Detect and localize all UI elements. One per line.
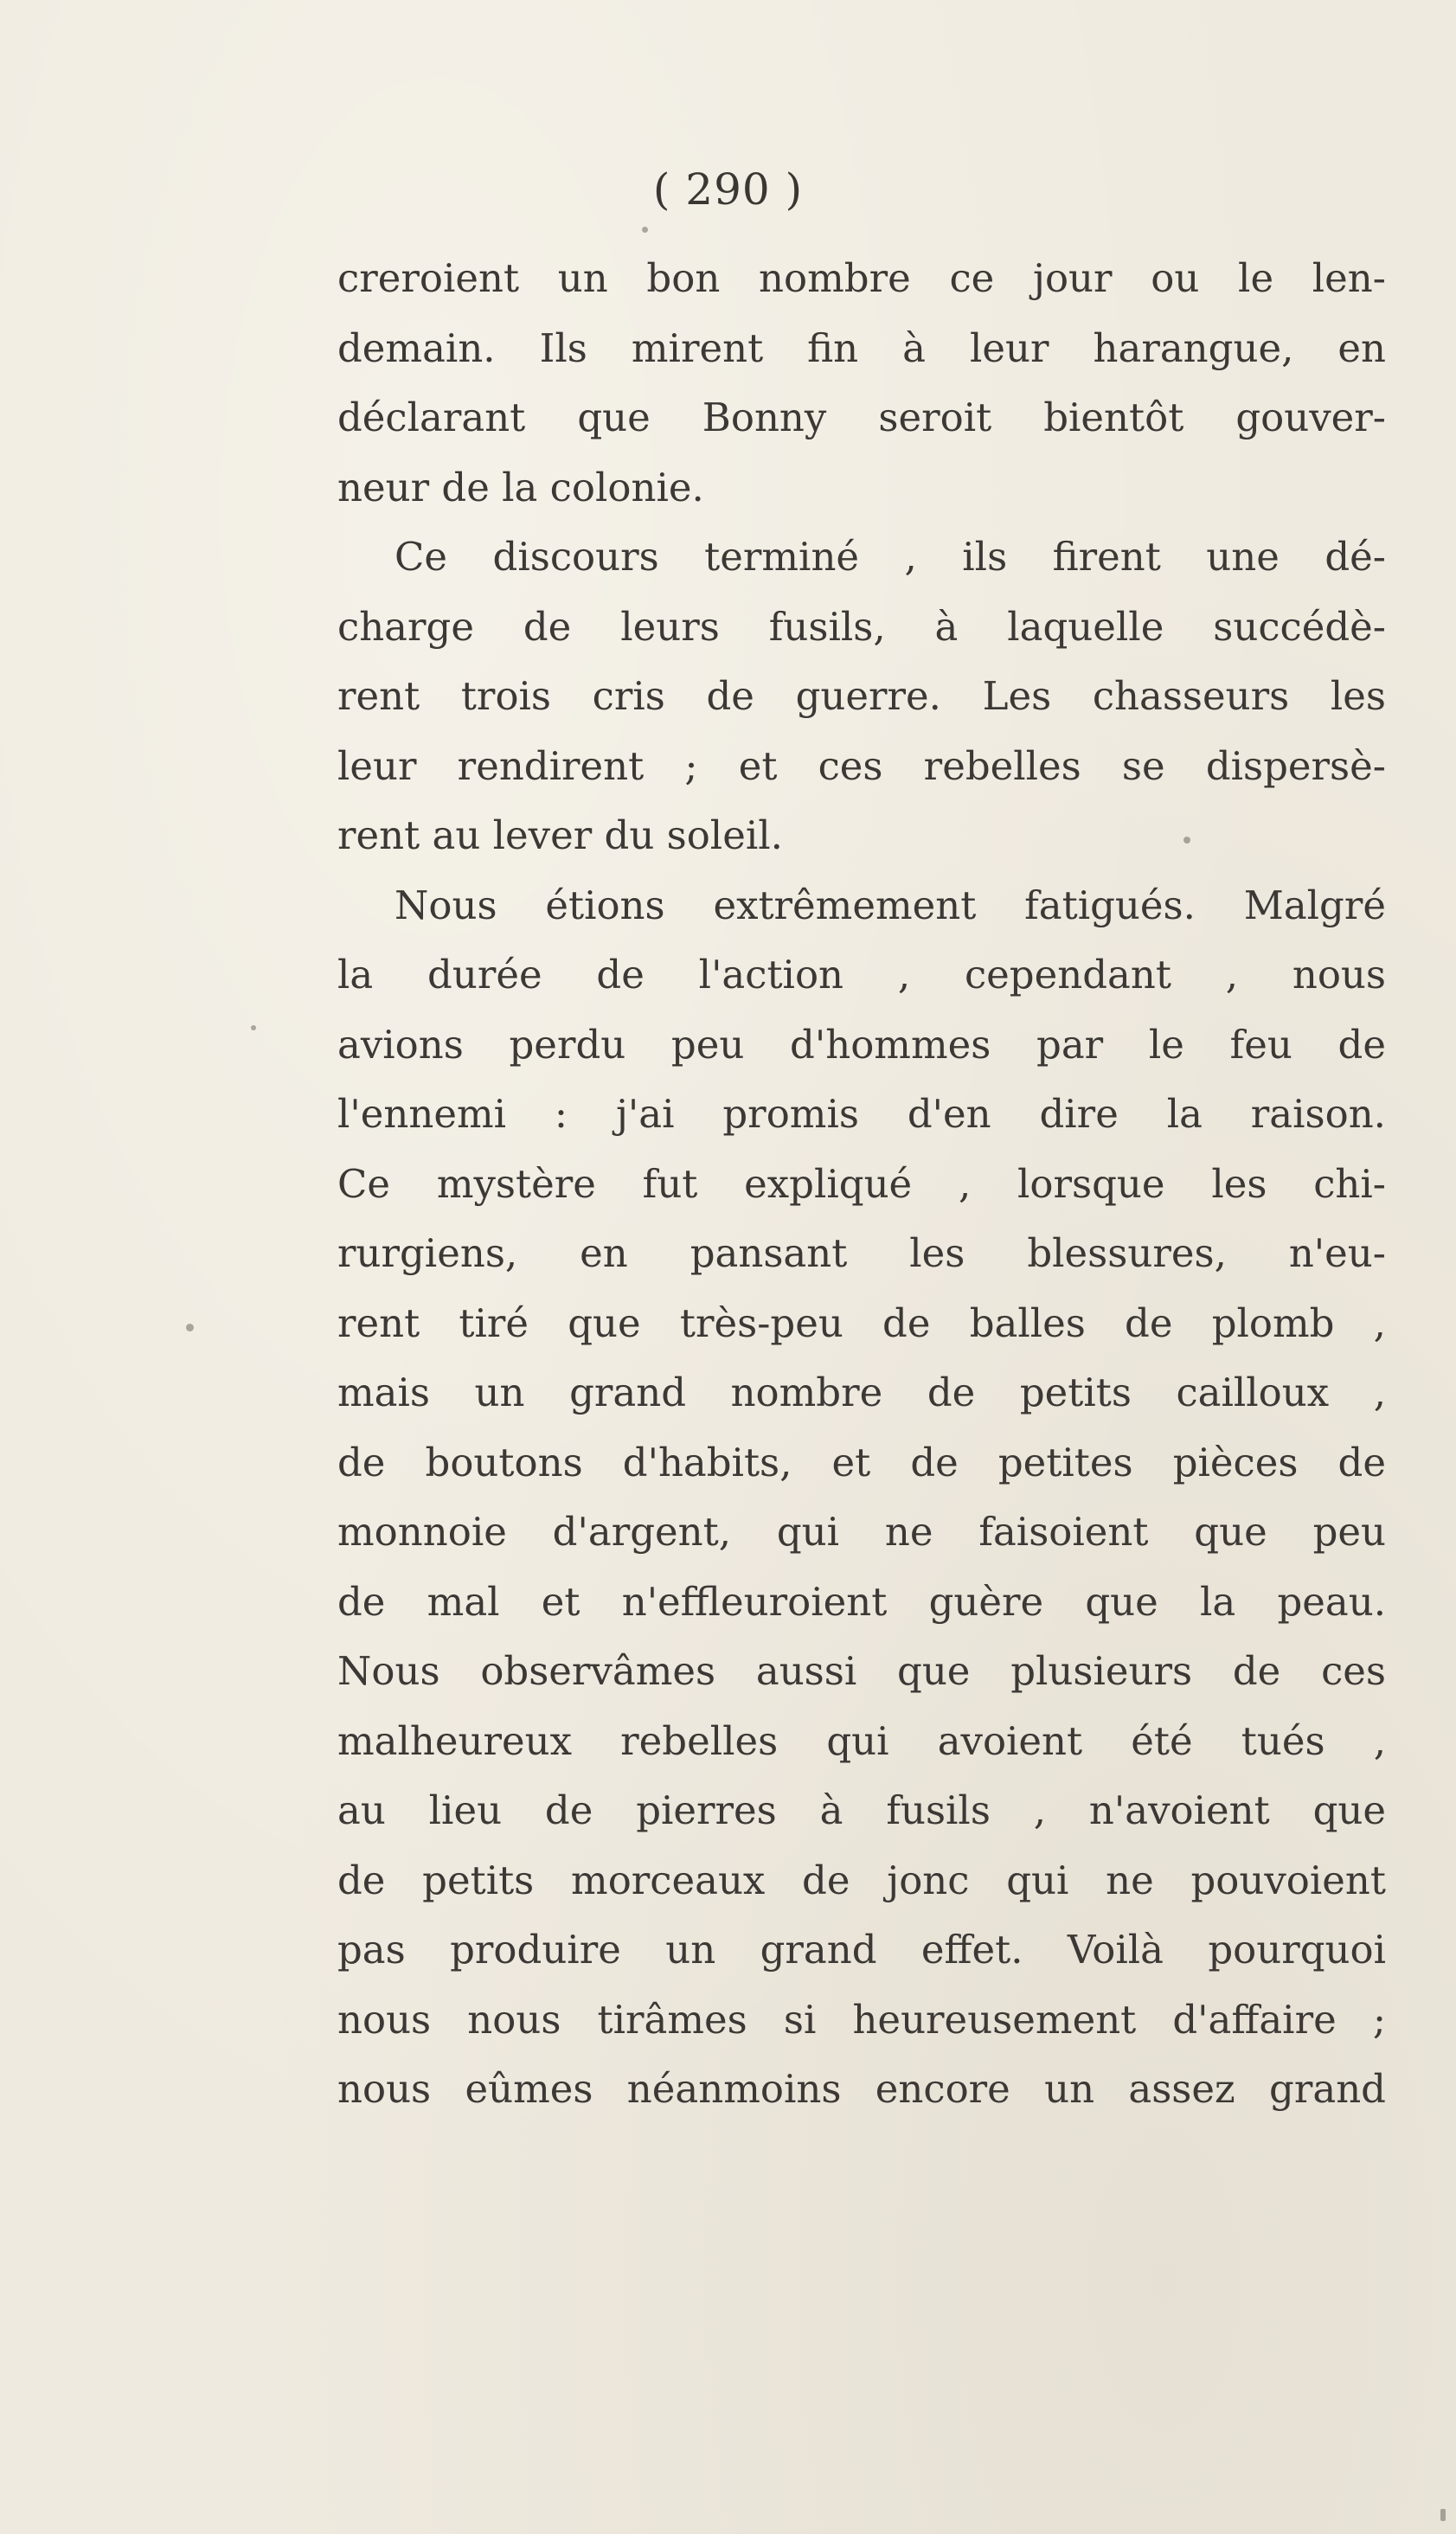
text-line: neur de la colonie. <box>337 464 704 510</box>
text-line: demain. Ils mirent fin à leur harangue, en <box>337 324 1386 371</box>
ink-speck <box>1183 837 1190 844</box>
text-line: nous nous tirâmes si heureusement d'affaire ; <box>337 1996 1386 2043</box>
text-line: de boutons d'habits, et de petites pièces de <box>337 1439 1386 1485</box>
ink-speck <box>642 227 648 233</box>
text-line: malheureux rebelles qui avoient été tués , <box>337 1717 1386 1764</box>
text-line: la durée de l'action , cependant , nous <box>337 952 1386 998</box>
text-line: déclarant que Bonny seroit bientôt gouver- <box>337 395 1386 440</box>
text-line: Nous étions extrêmement fatigués. Malgré <box>394 882 1386 928</box>
text-line: rurgiens, en pansant les blessures, n'eu- <box>337 1230 1386 1276</box>
text-line: rent au lever du soleil. <box>337 812 783 858</box>
text-line: nous eûmes néanmoins encore un assez grand <box>337 2066 1386 2112</box>
text-line: creroient un bon nombre ce jour ou le len- <box>337 255 1386 301</box>
text-line: mais un grand nombre de petits cailloux , <box>337 1370 1386 1415</box>
text-line: Ce mystère fut expliqué , lorsque les chi- <box>337 1160 1386 1207</box>
text-line: rent tiré que très-peu de balles de plomb , <box>337 1299 1386 1346</box>
text-line: pas produire un grand effet. Voilà pourquoi <box>337 1927 1386 1973</box>
ink-speck <box>1440 2509 1446 2521</box>
text-line: de petits morceaux de jonc qui ne pouvoient <box>337 1857 1386 1903</box>
page-number: ( 290 ) <box>652 164 804 215</box>
text-line: de mal et n'effleuroient guère que la peau. <box>337 1578 1386 1625</box>
text-line: au lieu de pierres à fusils , n'avoient que <box>337 1787 1386 1833</box>
body-text <box>337 244 1386 2125</box>
text-line: rent trois cris de guerre. Les chasseurs les <box>337 673 1386 719</box>
text-line: leur rendirent ; et ces rebelles se dispersè- <box>337 742 1386 789</box>
text-line: l'ennemi : j'ai promis d'en dire la raison. <box>337 1091 1386 1137</box>
ink-speck <box>186 1324 194 1331</box>
text-line: avions perdu peu d'hommes par le feu de <box>337 1021 1386 1068</box>
text-line: Nous observâmes aussi que plusieurs de ces <box>337 1648 1386 1694</box>
text-line: monnoie d'argent, qui ne faisoient que peu <box>337 1509 1386 1555</box>
text-line: Ce discours terminé , ils firent une dé- <box>394 534 1386 580</box>
text-line: charge de leurs fusils, à laquelle succédè- <box>337 603 1386 650</box>
ink-speck <box>251 1025 256 1030</box>
